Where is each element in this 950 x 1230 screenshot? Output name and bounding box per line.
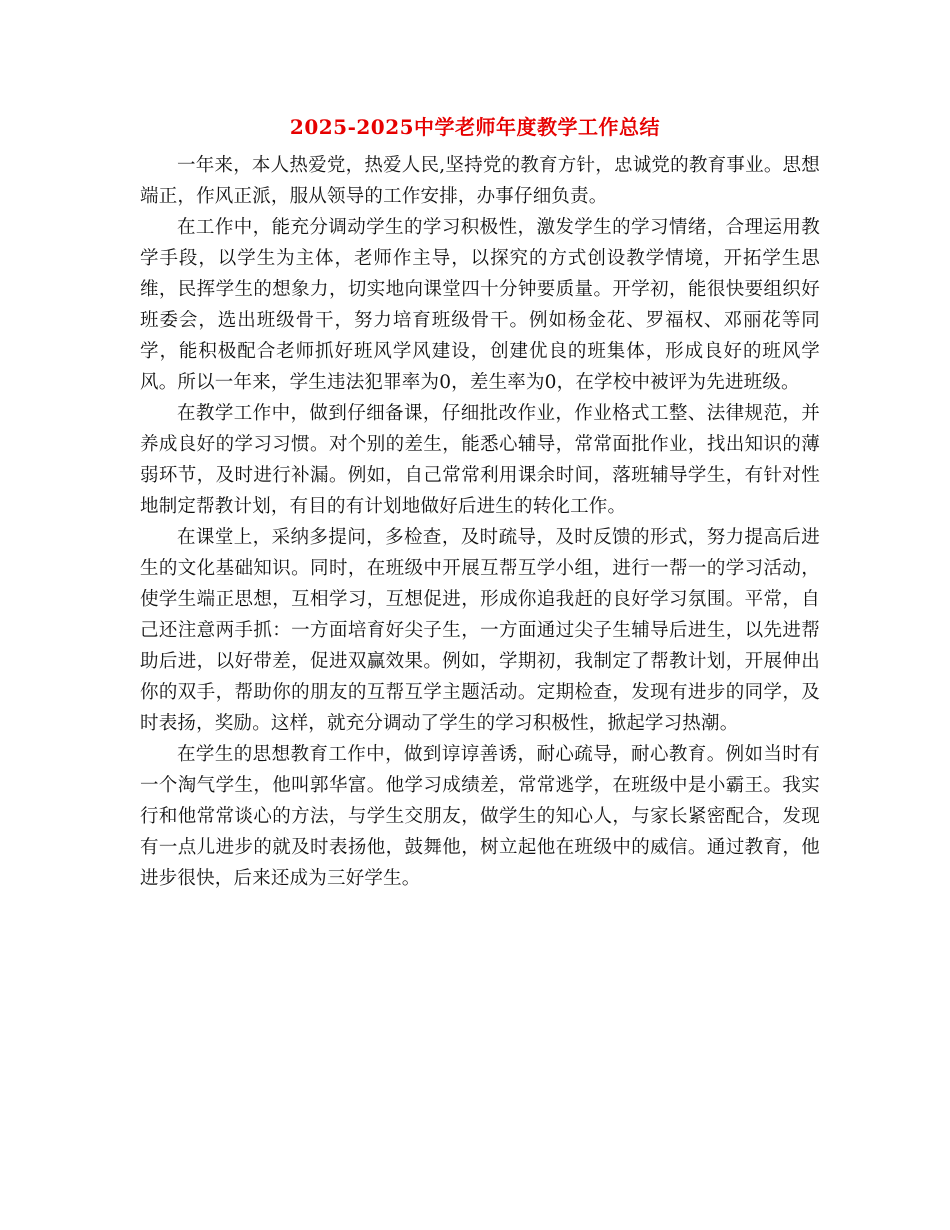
- paragraph-classroom: 在课堂上，采纳多提问，多检查，及时疏导，及时反馈的形式，努力提高后进生的文化基础知识。同时，在班级中开展互帮互学小组，进行一帮一的学习活动，使学生端正思想，互相学习，互想促进，形成你追我赶的良好学习氛围。平常，自己还注意两手抓：一方面培育好尖子生，一方面通过尖子生辅导后进生，以先进帮助后进，以好带差，促进双赢效果。例如，学期初，我制定了帮教计划，开展伸出你的双手，帮助你的朋友的互帮互学主题活动。定期检查，发现有进步的同学，及时表扬，奖励。这样，就充分调动了学生的学习积极性，掀起学习热潮。: [140, 527, 820, 734]
- paragraph-moral-education: 在学生的思想教育工作中，做到谆谆善诱，耐心疏导，耐心教育。例如当时有一个淘气学生，他叫郭华富。他学习成绩差，常常逃学，在班级中是小霸王。我实行和他常常谈心的方法，与学生交朋友，做学生的知心人，与家长紧密配合，发现有一点儿进步的就及时表扬他，鼓舞他，树立起他在班级中的威信。通过教育，他进步很快，后来还成为三好学生。: [140, 744, 820, 889]
- paragraph-teaching: 在教学工作中，做到仔细备课，仔细批改作业，作业格式工整、法律规范，并养成良好的学习习惯。对个别的差生，能悉心辅导，常常面批作业，找出知识的薄弱环节，及时进行补漏。例如，自己常常利用课余时间，落班辅导学生，有针对性地制定帮教计划，有目的有计划地做好后进生的转化工作。: [140, 403, 820, 517]
- paragraph-intro: 一年来，本人热爱党，热爱人民,坚持党的教育方针，忠诚党的教育事业。思想端正，作风正派，服从领导的工作安排，办事仔细负责。: [140, 155, 820, 207]
- document-body: [140, 150, 820, 894]
- paragraph-work: 在工作中，能充分调动学生的学习积极性，激发学生的学习情绪，合理运用教学手段，以学生为主体，老师作主导，以探究的方式创设教学情境，开拓学生思维，民挥学生的想象力，切实地向课堂四十分钟要质量。开学初，能很快要组织好班委会，选出班级骨干，努力培育班级骨干。例如杨金花、罗福权、邓丽花等同学，能积极配合老师抓好班风学风建设，创建优良的班集体，形成良好的班风学风。所以一年来，学生违法犯罪率为0，差生率为0，在学校中被评为先进班级。: [140, 217, 820, 393]
- document-title: 2025-2025中学老师年度教学工作总结: [289, 115, 661, 139]
